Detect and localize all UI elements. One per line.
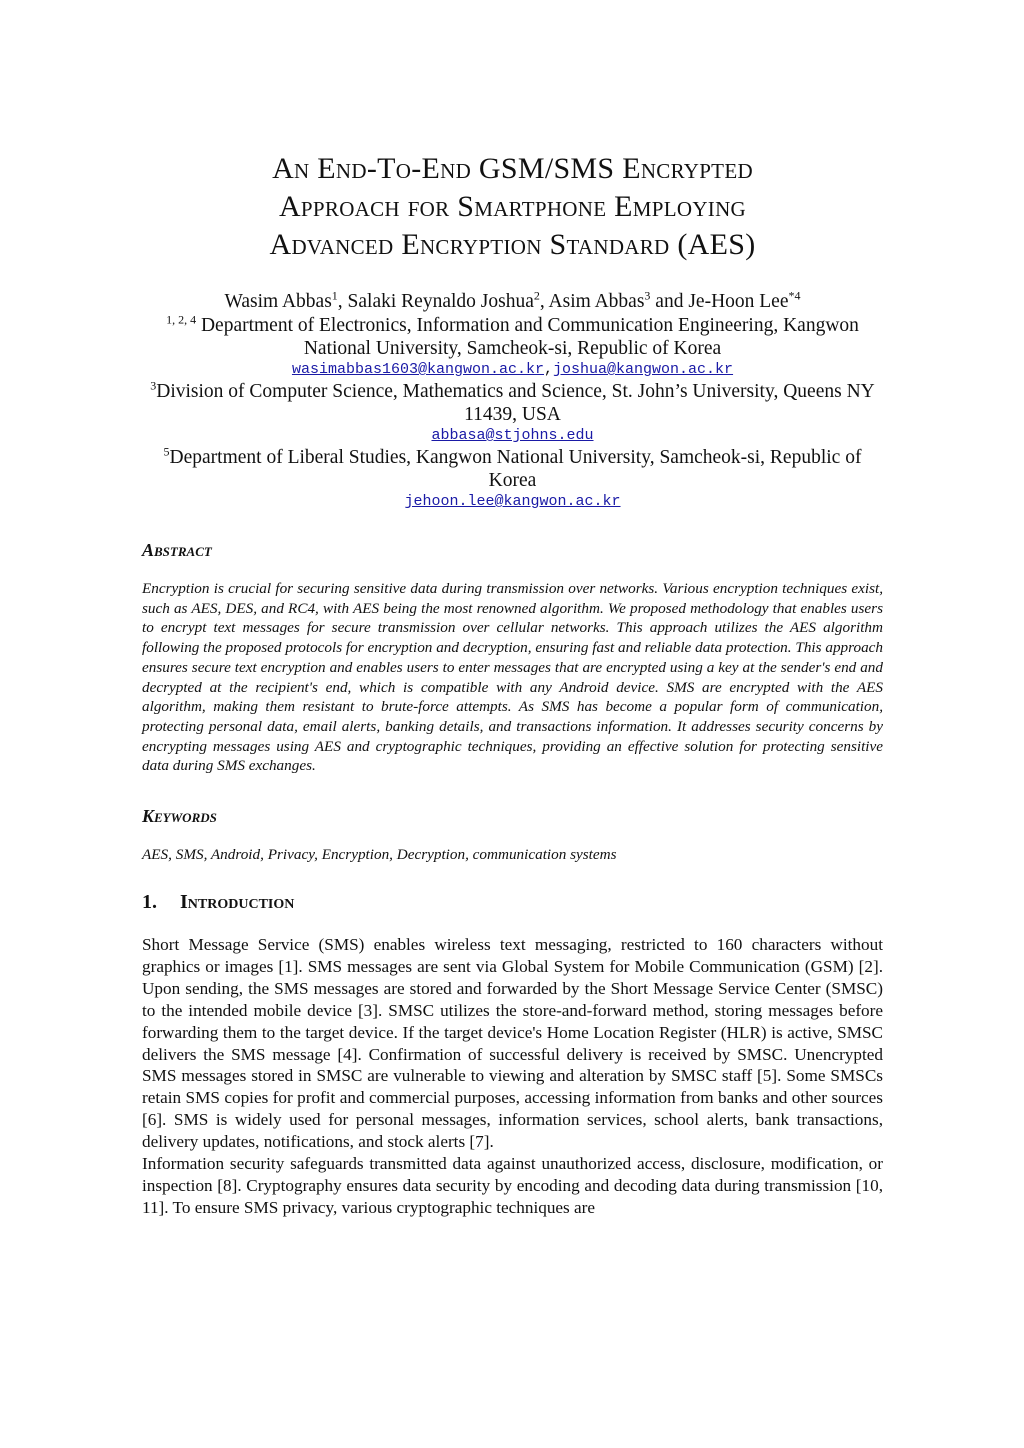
introduction-paragraph-2: Information security safeguards transmitted data against unauthorized access, disclosure, modification, or inspection [8]. Cryptography ensures data security by encoding and decoding data during transmission [10, 11]. To ensure SMS privacy, various cryptographic techniques are — [142, 1154, 883, 1217]
email-link[interactable]: abbasa@stjohns.edu — [431, 427, 594, 444]
author-sup: 2 — [533, 288, 540, 303]
email-link[interactable]: joshua@kangwon.ac.kr — [553, 361, 734, 378]
author-name: and Je-Hoon Lee — [650, 291, 789, 312]
author-sup: *4 — [788, 288, 801, 303]
affiliation-2-emails — [142, 426, 883, 446]
affiliation-3-emails — [142, 492, 883, 512]
author-sup: 1 — [331, 288, 338, 303]
affiliation-3 — [142, 446, 883, 492]
introduction-heading — [142, 891, 883, 914]
paper-page — [142, 150, 883, 1219]
abstract-heading: Abstract — [142, 540, 212, 560]
section-title: Introduction — [180, 891, 295, 914]
email-link[interactable]: jehoon.lee@kangwon.ac.kr — [404, 493, 621, 510]
section-number: 1. — [142, 891, 157, 914]
author-name: Wasim Abbas — [224, 291, 332, 312]
affiliation-1-emails — [142, 360, 883, 380]
author-name: , Asim Abbas — [539, 291, 645, 312]
title-line-2: Approach for Smartphone Employing — [278, 190, 747, 223]
affiliation-text: Division of Computer Science, Mathematics and Science, St. John’s University, Queens NY 11439, USA — [156, 381, 875, 425]
affiliation-2 — [142, 380, 883, 426]
affiliation-sup: 3 — [150, 378, 157, 393]
title-line-1: An End-To-End GSM/SMS Encrypted — [272, 152, 753, 185]
author-name: , Salaki Reynaldo Joshua — [337, 291, 534, 312]
abstract-body: Encryption is crucial for securing sensitive data during transmission over networks. Various encryption techniques exist, such as AES, DES, and RC4, with AES being the most renowned algorithm. We proposed methodology that enables users to encrypt text messages for secure transmission over cellular networks. This approach utilizes the AES algorithm following the proposed protocols for encryption and decryption, ensuring fast and reliable data protection. This approach ensures secure text encryption and enables users to enter messages that are encrypted using a key at the sender's end and decrypted at the recipient's end, which is compatible with any Android device. SMS are encrypted with the AES algorithm, making them resistant to brute-force attempts. As SMS has become a popular form of communication, protecting personal data, email alerts, banking details, and transactions information. It addresses security concerns by encrypting messages using AES and cryptographic techniques, providing an effective solution for protecting sensitive data during SMS exchanges. — [142, 580, 883, 775]
affiliation-sup: 5 — [163, 444, 170, 459]
author-list — [142, 290, 883, 314]
affiliation-text: Department of Electronics, Information and Communication Engineering, Kangwon National University, Samcheok-si, Republic of Korea — [196, 315, 859, 359]
introduction-paragraph-1: Short Message Service (SMS) enables wireless text messaging, restricted to 160 characters without graphics or images [1]. SMS messages are sent via Global System for Mobile Communication (GSM) [2]. Upon sending, the SMS messages are stored and forwarded by the Short Message Service Center (SMSC) to the intended mobile device [3]. SMSC utilizes the store-and-forward method, storing messages before forwarding them to the target device. If the target device's Home Location Register (HLR) is active, SMSC delivers the SMS message [4]. Confirmation of successful delivery is received by SMSC. Unencrypted SMS messages stored in SMSC are vulnerable to viewing and alteration by SMSC staff [5]. Some SMSCs retain SMS copies for profit and commercial purposes, accessing information from banks and other sources [6]. SMS is widely used for personal messages, information services, school alerts, bank transactions, delivery updates, notifications, and stock alerts [7]. — [142, 935, 883, 1152]
author-sup: 3 — [644, 288, 651, 303]
email-separator: , — [544, 361, 554, 378]
keywords-body: AES, SMS, Android, Privacy, Encryption, Decryption, communication systems — [142, 846, 617, 864]
email-link[interactable]: wasimabbas1603@kangwon.ac.kr — [291, 361, 544, 378]
title-line-3: Advanced Encryption Standard (AES) — [269, 228, 756, 261]
paper-title — [142, 150, 883, 264]
keywords-heading: Keywords — [142, 806, 217, 827]
affiliation-1 — [142, 314, 883, 360]
affiliation-text: Department of Liberal Studies, Kangwon National University, Samcheok-si, Republic of Korea — [169, 447, 862, 491]
affiliation-sup: 1, 2, 4 — [166, 312, 197, 327]
